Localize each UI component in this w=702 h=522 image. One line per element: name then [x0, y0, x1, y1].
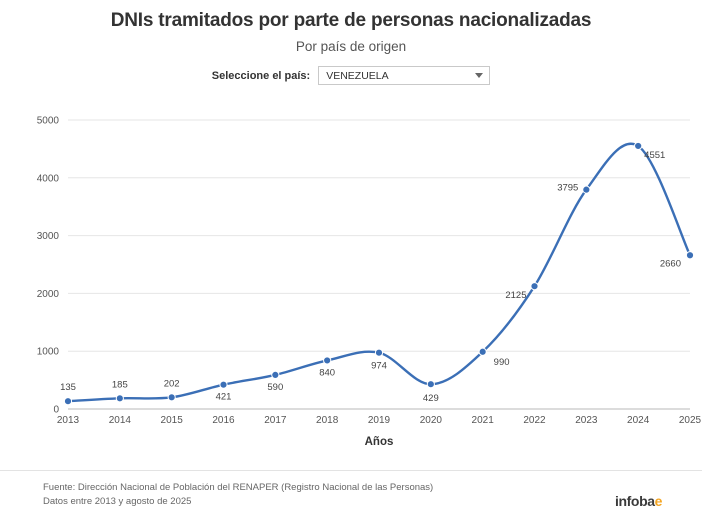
data-point[interactable] — [531, 283, 538, 290]
x-axis-tick-label: 2014 — [108, 415, 131, 426]
data-point-label: 429 — [422, 393, 439, 405]
data-point[interactable] — [324, 357, 331, 364]
data-point[interactable] — [168, 394, 175, 401]
country-select[interactable] — [318, 66, 490, 85]
data-point-label: 421 — [215, 391, 232, 403]
chart-svg — [0, 106, 702, 466]
data-point-label: 2125 — [505, 290, 527, 302]
data-point-label: 135 — [60, 382, 76, 394]
data-point[interactable] — [116, 395, 123, 402]
x-axis-tick-label: 2023 — [575, 415, 598, 426]
data-point[interactable] — [479, 348, 486, 355]
x-axis-tick-label: 2025 — [678, 415, 702, 426]
data-point[interactable] — [686, 252, 693, 259]
brand-logo: infobae — [615, 493, 662, 509]
data-point-label: 2660 — [659, 258, 681, 270]
country-selector-row — [0, 66, 702, 85]
chart-footer — [0, 470, 702, 522]
y-axis-tick-label: 4000 — [36, 173, 59, 185]
x-axis-tick-label: 2021 — [471, 415, 494, 426]
x-axis-tick-label: 2024 — [627, 415, 650, 426]
data-point-label: 840 — [319, 367, 336, 379]
x-axis-tick-label: 2015 — [160, 415, 183, 426]
x-axis-tick-label: 2013 — [56, 415, 80, 426]
data-point[interactable] — [272, 371, 279, 378]
y-axis-tick-label: 1000 — [36, 346, 59, 358]
data-point-label: 974 — [371, 360, 387, 372]
chart-page — [0, 10, 702, 522]
x-axis-title: Años — [364, 436, 394, 448]
x-axis-tick-label: 2019 — [367, 415, 391, 426]
line-chart — [0, 106, 702, 466]
source-line-2: Datos entre 2013 y agosto de 2025 — [43, 496, 192, 507]
data-point[interactable] — [375, 349, 382, 356]
data-point-label: 202 — [163, 378, 180, 390]
country-select-label: Seleccione el país: — [211, 69, 311, 82]
x-axis-tick-label: 2018 — [316, 415, 339, 426]
page-title: DNIs tramitados por parte de personas nacionalizadas — [110, 10, 592, 31]
page-subtitle: Por país de origen — [295, 39, 407, 54]
x-axis-tick-label: 2016 — [212, 415, 235, 426]
data-point-label: 185 — [111, 379, 128, 391]
x-axis-tick-label: 2020 — [419, 415, 442, 426]
data-point-label: 4551 — [644, 149, 666, 161]
data-point-label: 3795 — [557, 182, 579, 194]
data-point-label: 990 — [493, 356, 510, 368]
data-point[interactable] — [635, 142, 642, 149]
data-point[interactable] — [220, 381, 227, 388]
y-axis-tick-label: 0 — [53, 404, 59, 416]
data-point[interactable] — [64, 398, 71, 405]
x-axis-tick-label: 2022 — [523, 415, 546, 426]
y-axis-tick-label: 5000 — [36, 115, 59, 127]
y-axis-tick-label: 2000 — [36, 288, 59, 300]
x-axis-tick-label: 2017 — [264, 415, 287, 426]
chevron-down-icon — [475, 73, 483, 78]
source-line-1: Fuente: Dirección Nacional de Población del RENAPER (Registro Nacional de las Personas) — [43, 482, 434, 493]
y-axis-tick-label: 3000 — [36, 231, 59, 243]
country-select-value: VENEZUELA — [326, 69, 389, 82]
data-point[interactable] — [427, 381, 434, 388]
data-point-label: 590 — [267, 381, 284, 393]
data-point[interactable] — [583, 186, 590, 193]
